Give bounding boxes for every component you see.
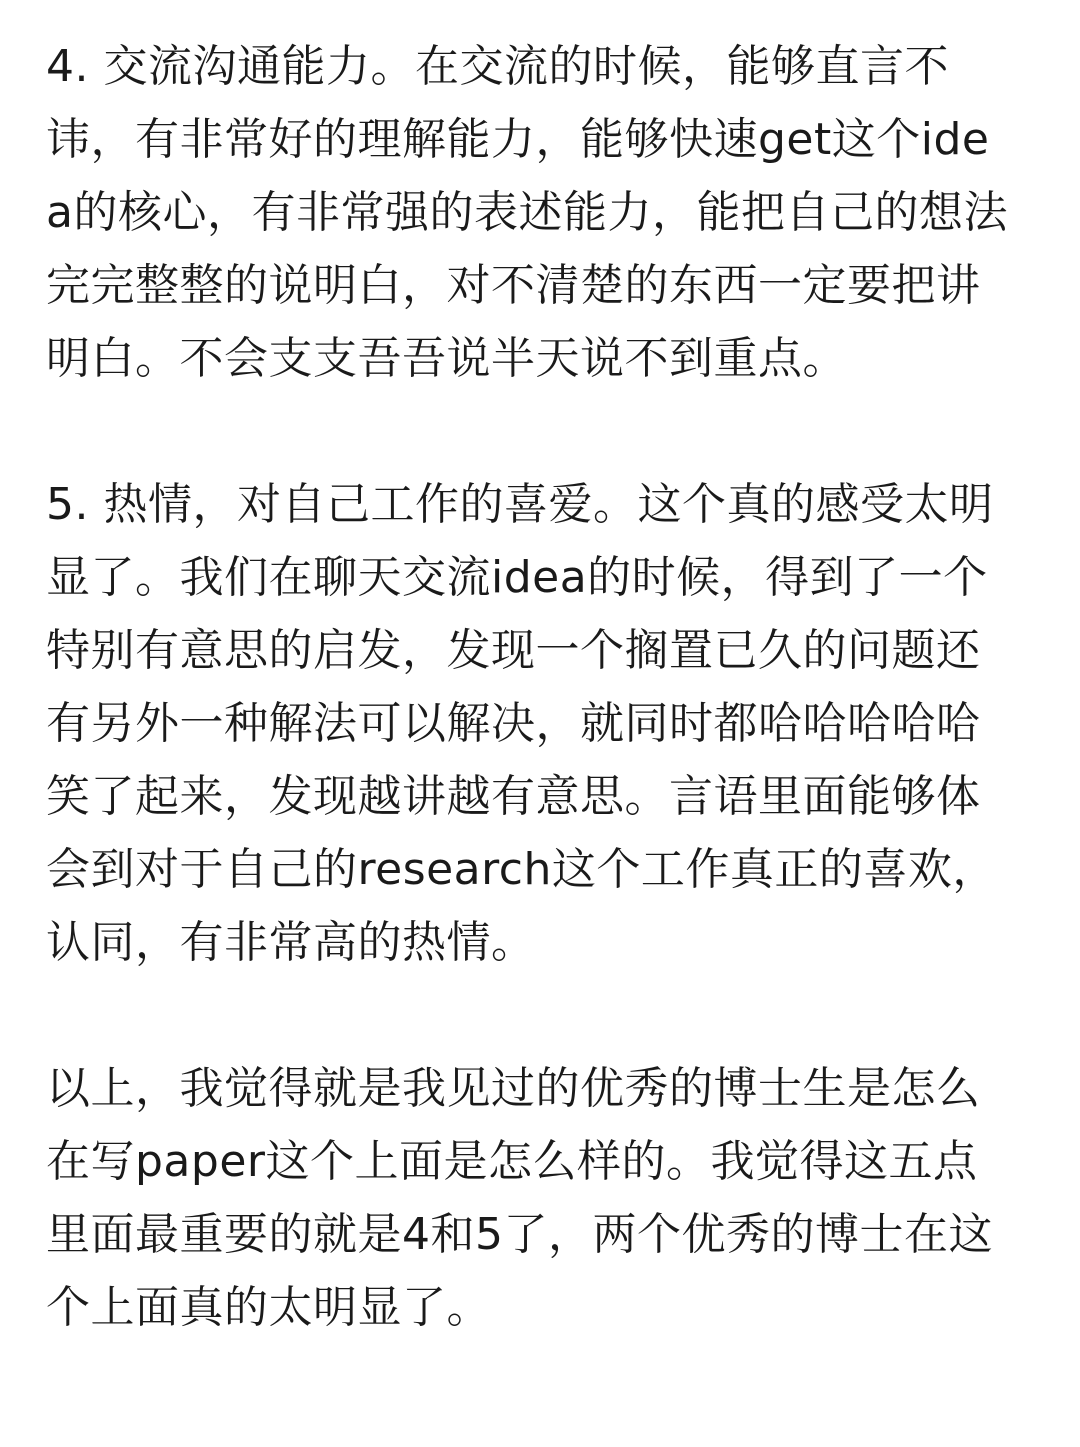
paragraph-summary: 以上，我觉得就是我见过的优秀的博士生是怎么在写paper这个上面是怎么样的。我觉得这五点里面最重要的就是4和5了，两个优秀的博士在这个上面真的太明显了。 <box>46 1063 993 1333</box>
paragraph-passion: 5. 热情，对自己工作的喜爱。这个真的感受太明显了。我们在聊天交流idea的时候，得到了一个特别有意思的启发，发现一个搁置已久的问题还有另外一种解法可以解决，就同时都哈哈哈哈哈笑了起来，发现越讲越有意思。言语里面能够体会到对于自己的research这个工作真正的喜欢，认同，有非常高的热情。 <box>46 479 997 968</box>
paragraph-communication-skills: 4. 交流沟通能力。在交流的时候，能够直言不讳，有非常好的理解能力，能够快速get这个idea的核心，有非常强的表述能力，能把自己的想法完完整整的说明白，对不清楚的东西一定要把讲明白。不会支支吾吾说半天说不到重点。 <box>46 41 1008 384</box>
article-body <box>46 30 1011 1344</box>
